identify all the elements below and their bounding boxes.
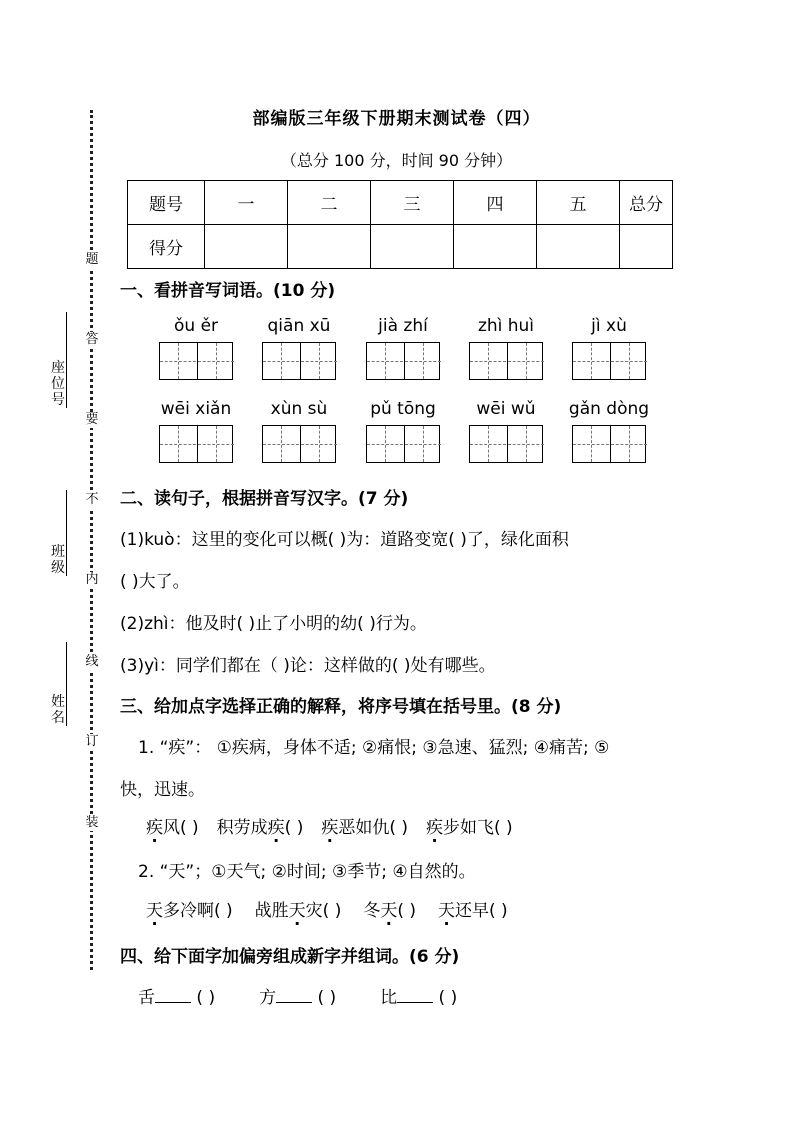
- binding-warning-char: 题: [85, 252, 99, 267]
- radical-item: 方 ( ): [259, 988, 336, 1008]
- dotted-character: 疾: [321, 818, 339, 838]
- score-cell[interactable]: [620, 225, 673, 269]
- word-blank[interactable]: ( ): [433, 988, 458, 1008]
- section2-question-3: (3)yì：同学们都在（ )论：这样做的( )处有哪些。: [120, 656, 496, 676]
- section2-heading: 二、读句子，根据拼音写汉字。(7 分): [120, 489, 409, 509]
- section3-question-1: 1. “疾”： ①疾病，身体不适; ②痛恨; ③急速、猛烈; ④痛苦; ⑤: [138, 738, 610, 758]
- dotted-character: 疾: [267, 818, 285, 838]
- score-header-cell: 一: [205, 181, 288, 225]
- score-header-cell: 三: [371, 181, 454, 225]
- section4-heading: 四、给下面字加偏旁组成新字并组词。(6 分): [120, 947, 460, 967]
- binding-warning-char: 答: [85, 332, 99, 347]
- section3-question-2: 2. “天”；①天气; ②时间; ③季节; ④自然的。: [138, 862, 476, 882]
- new-character-blank[interactable]: [276, 984, 312, 1003]
- binding-warning-char: 要: [85, 412, 99, 427]
- character-writing-grid[interactable]: [366, 425, 440, 463]
- pinyin-label: pǔ tōng: [370, 399, 436, 419]
- score-header-cell: 题号: [128, 181, 205, 225]
- section2-question-2: (2)zhì：他及时( )止了小明的幼( )行为。: [120, 614, 427, 634]
- class-label: 班 级: [51, 544, 65, 576]
- binding-warning-char: 装: [85, 815, 99, 830]
- section3-heading: 三、给加点字选择正确的解释，将序号填在括号里。(8 分): [120, 697, 562, 717]
- dotted-character: 疾: [426, 818, 444, 838]
- binding-warning-char: 线: [85, 654, 99, 669]
- pinyin-label: ǒu ěr: [173, 316, 219, 336]
- character-writing-grid[interactable]: [366, 342, 440, 380]
- section3-question-1-items: [146, 813, 531, 838]
- score-row-label: 得分: [128, 225, 205, 269]
- character-writing-grid[interactable]: [159, 425, 233, 463]
- character-writing-grid[interactable]: [469, 425, 543, 463]
- class-blank[interactable]: [66, 490, 67, 576]
- section2-question-1-cont: ( )大了。: [120, 572, 190, 592]
- score-header-cell: 五: [537, 181, 620, 225]
- score-cell[interactable]: [537, 225, 620, 269]
- radical-item: 比 ( ): [380, 988, 457, 1008]
- section3-question-1-cont: 快，迅速。: [120, 780, 205, 800]
- word-item: 积劳成疾( ): [216, 818, 304, 838]
- word-blank[interactable]: ( ): [312, 988, 337, 1008]
- page-title: 部编版三年级下册期末测试卷（四）: [252, 109, 541, 129]
- score-header-cell: 总分: [620, 181, 673, 225]
- score-cell[interactable]: [288, 225, 371, 269]
- dotted-character: 疾: [146, 818, 163, 838]
- section3-question-2-items: [146, 896, 530, 921]
- word-item: 天还早( ): [438, 901, 508, 921]
- character-writing-grid[interactable]: [262, 342, 336, 380]
- score-header-cell: 四: [454, 181, 537, 225]
- score-table-score-row: [128, 225, 673, 269]
- word-item: 疾恶如仇( ): [321, 818, 409, 838]
- binding-warning-char: 不: [85, 492, 99, 507]
- dotted-character: 天: [288, 901, 306, 921]
- character-writing-grid[interactable]: [572, 425, 646, 463]
- new-character-blank[interactable]: [397, 984, 433, 1003]
- dotted-character: 天: [380, 901, 398, 921]
- score-cell[interactable]: [371, 225, 454, 269]
- section2-question-1: (1)kuò：这里的变化可以概( )为：道路变宽( )了，绿化面积: [120, 530, 569, 550]
- section1-heading: 一、看拼音写词语。(10 分): [120, 281, 336, 301]
- character-writing-grid[interactable]: [469, 342, 543, 380]
- character-writing-grid[interactable]: [572, 342, 646, 380]
- pinyin-label: gǎn dòng: [568, 399, 650, 419]
- word-item: 战胜天灾( ): [254, 901, 342, 921]
- character-writing-grid[interactable]: [159, 342, 233, 380]
- pinyin-label: wēi wǔ: [476, 399, 536, 419]
- word-blank[interactable]: ( ): [191, 988, 216, 1008]
- dotted-character: 天: [438, 901, 456, 921]
- name-label: 姓 名: [51, 694, 65, 726]
- word-item: 疾风( ): [146, 818, 199, 838]
- word-item: 疾步如飞( ): [426, 818, 513, 838]
- seat-number-blank[interactable]: [66, 312, 67, 408]
- binding-warning-char: 内: [85, 572, 99, 587]
- section4-items: [138, 983, 501, 1008]
- seat-number-label: 座 位 号: [51, 360, 65, 408]
- radical-item: 舌 ( ): [138, 988, 215, 1008]
- pinyin-label: jià zhí: [378, 316, 428, 336]
- score-table-header-row: [128, 181, 673, 225]
- word-item: 天多冷啊( ): [146, 901, 233, 921]
- pinyin-label: wēi xiǎn: [160, 399, 232, 419]
- word-item: 冬天( ): [363, 901, 417, 921]
- dotted-character: 天: [146, 901, 163, 921]
- page-subtitle: （总分 100 分，时间 90 分钟）: [280, 151, 513, 170]
- score-cell[interactable]: [454, 225, 537, 269]
- name-blank[interactable]: [66, 642, 67, 726]
- pinyin-label: xùn sù: [270, 399, 328, 419]
- binding-warning-char: 订: [85, 734, 99, 749]
- score-cell[interactable]: [205, 225, 288, 269]
- pinyin-label: jì xù: [591, 316, 627, 336]
- new-character-blank[interactable]: [155, 984, 191, 1003]
- pinyin-label: qiān xū: [267, 316, 331, 336]
- pinyin-label: zhì huì: [477, 316, 535, 336]
- score-table: [127, 180, 673, 269]
- score-header-cell: 二: [288, 181, 371, 225]
- binding-dotted-line: [90, 110, 93, 970]
- character-writing-grid[interactable]: [262, 425, 336, 463]
